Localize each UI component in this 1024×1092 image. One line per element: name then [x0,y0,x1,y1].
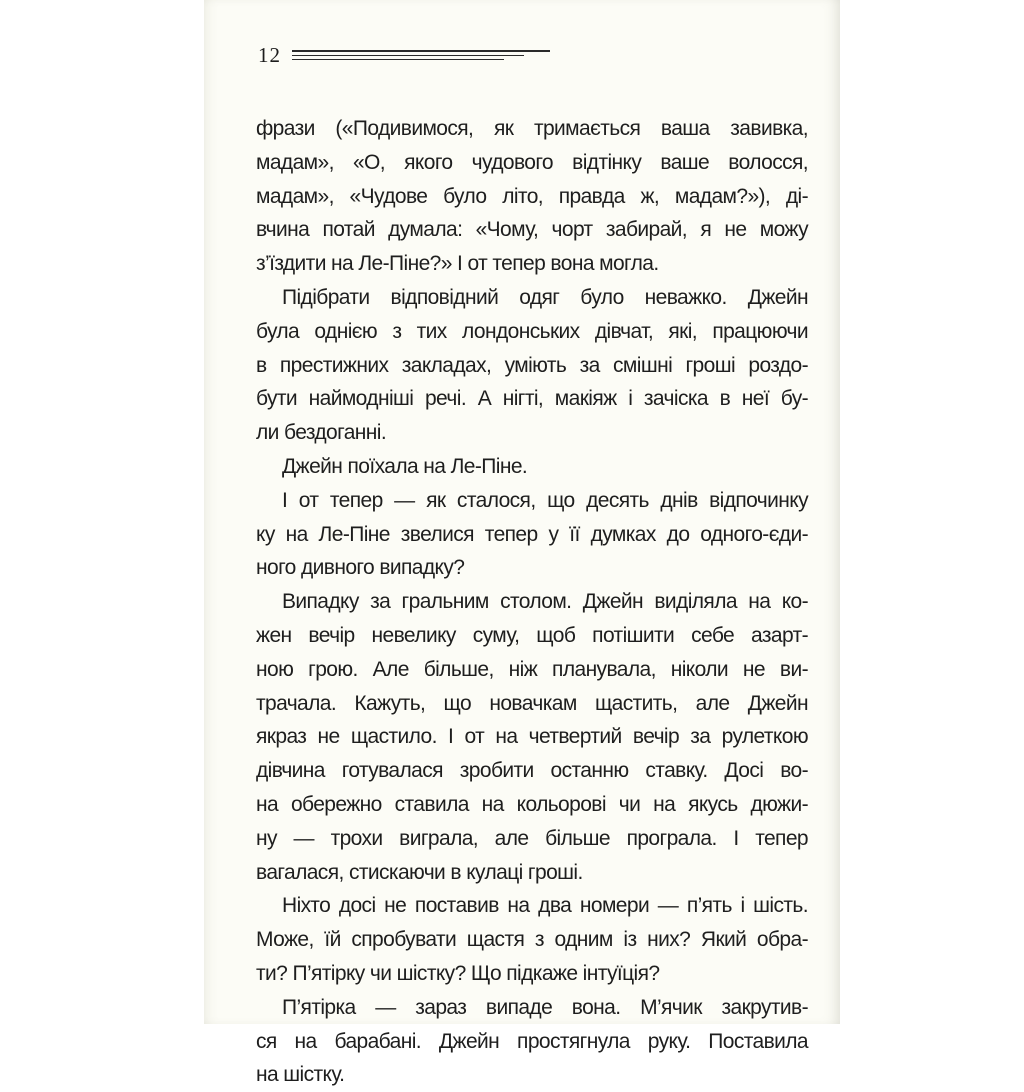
text-line: якраз не щастило. І от на четвертий вечір за рулеткою [256,725,808,749]
text-line: П’ятірка — зараз випаде вона. М’ячик закрутив- [282,995,808,1019]
text-line: жен вечір невелику суму, щоб потішити себе азарт- [256,623,808,647]
text-line: Джейн поїхала на Ле-Піне. [282,454,528,478]
text-line: з’їздити на Ле-Піне?» І от тепер вона могла. [256,252,659,276]
text-line: Ніхто досі не поставив на два номери — п’ять і шість. [282,894,808,918]
text-line: Випадку за гральним столом. Джейн виділяла на ко- [282,590,808,614]
page-header [258,41,558,71]
text-line: на обережно ставила на кольорові чи на якусь дюжи- [256,792,808,816]
text-line: бути наймодніші речі. А нігті, макіяж і зачіска в неї бу- [256,387,808,411]
text-line: в престижних закладах, уміють за смішні гроші роздо- [256,353,808,377]
text-line: І от тепер — як сталося, що десять днів відпочинку [282,488,808,512]
text-line: на шістку. [256,1063,345,1087]
text-line: була однією з тих лондонських дівчат, які, працюючи [256,319,808,343]
text-line: ли бездоганні. [256,421,387,445]
header-rule [292,55,524,56]
text-line: вчина потай думала: «Чому, чорт забирай, я не можу [256,218,808,242]
text-line: Підібрати відповідний одяг було неважко. Джейн [282,285,808,309]
text-line: ного дивного випадку? [256,556,465,580]
header-rule [292,59,504,60]
text-line: вагалася, стискаючи в кулаці гроші. [256,860,583,884]
text-line: дівчина готувалася зробити останню ставку. Досі во- [256,759,808,783]
text-line: трачала. Кажуть, що новачкам щастить, але Джейн [256,691,808,715]
header-rule [292,50,550,52]
text-line: фрази («Подивимося, як тримається ваша завивка, [256,117,808,140]
body-text [256,112,808,1092]
text-line: мадам», «О, якого чудового відтінку ваше волосся, [256,150,808,174]
text-line: ною грою. Але більше, ніж планувала, ніколи не ви- [256,657,808,681]
text-line: ну — трохи виграла, але більше програла. І тепер [256,826,808,850]
text-line: мадам», «Чудове було літо, правда ж, мадам?»), ді- [256,184,808,208]
text-line: ти? П’ятірку чи шістку? Що підкаже інтуїція? [256,961,660,985]
page-number: 12 [258,43,281,67]
text-line: Може, їй спробувати щастя з одним із них? Який обра- [256,928,808,952]
text-line: ся на барабані. Джейн простягнула руку. Поставила [256,1029,808,1053]
text-line: ку на Ле-Піне звелися тепер у її думках до одного-єди- [256,522,808,546]
